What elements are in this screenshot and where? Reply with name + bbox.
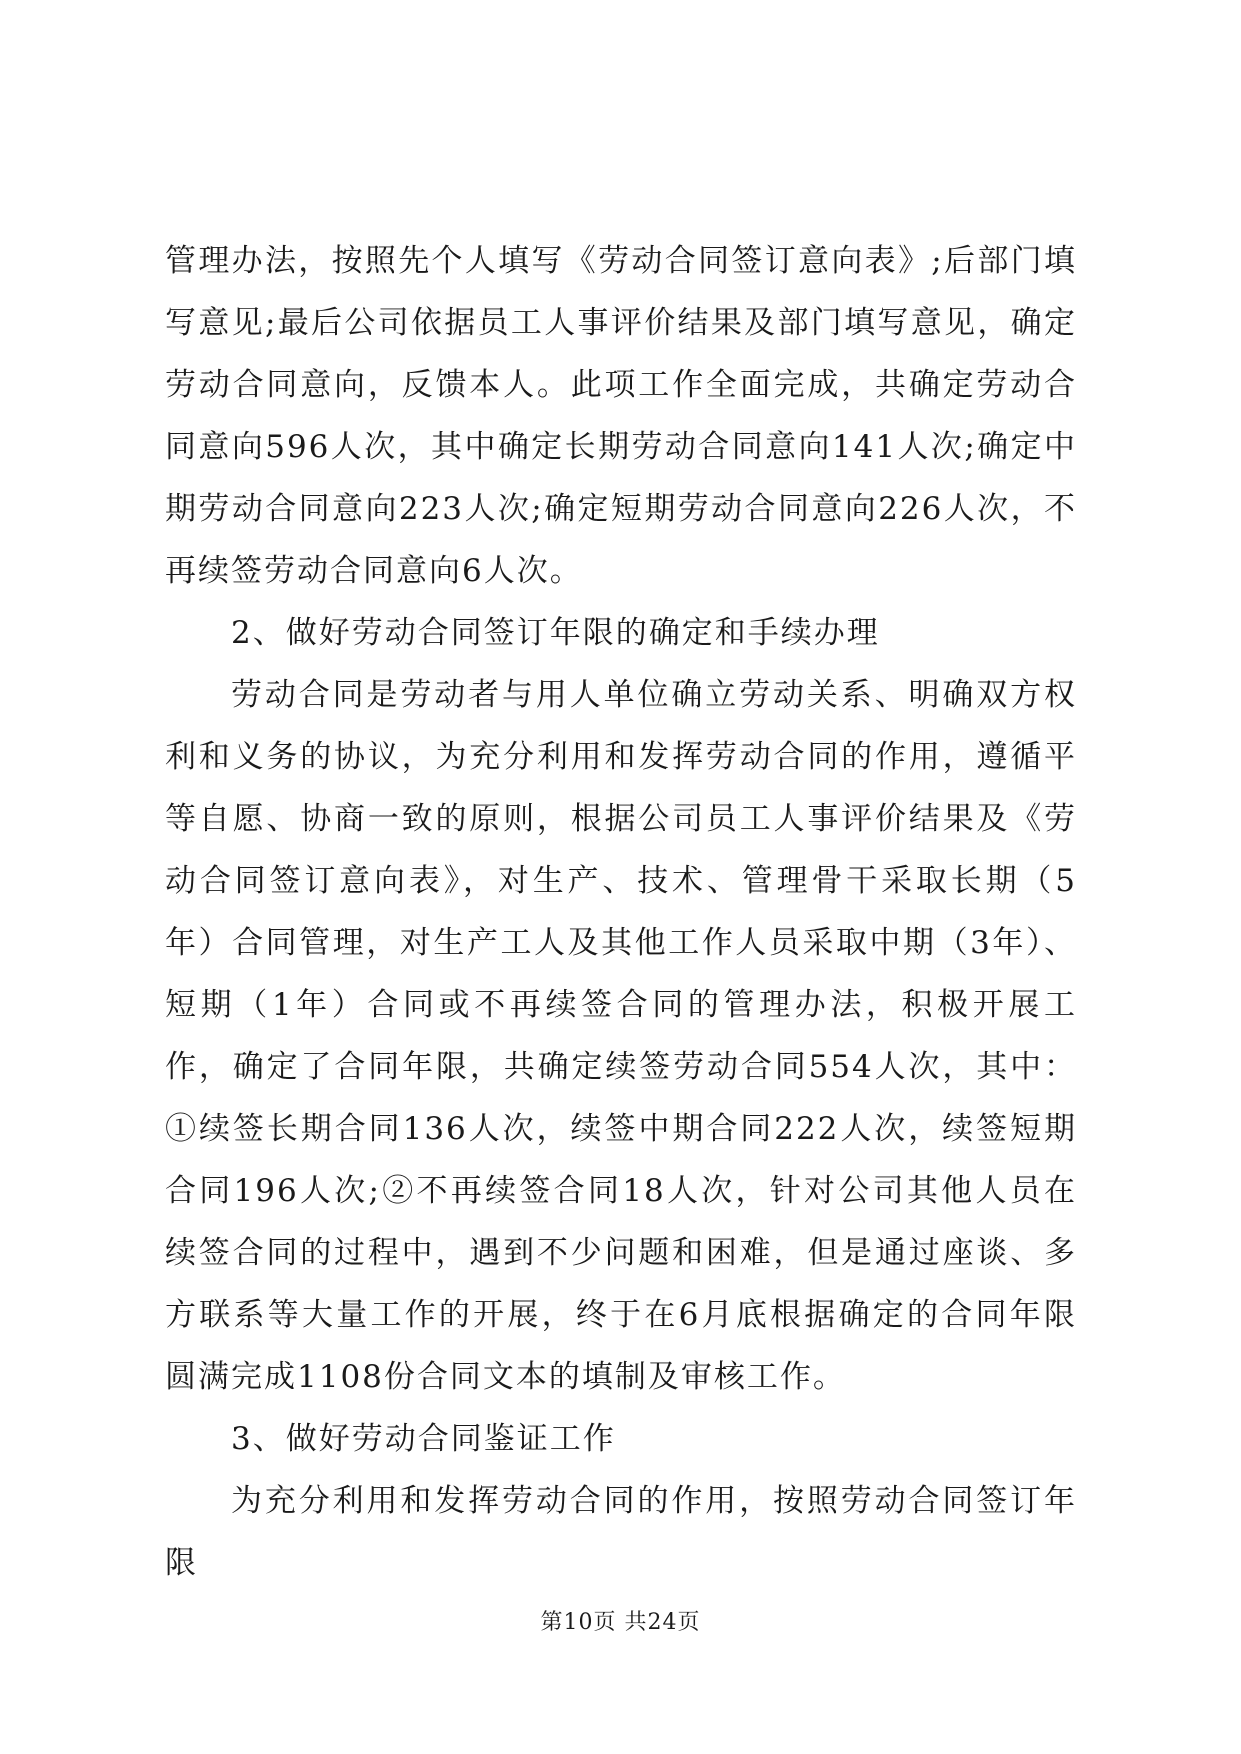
section-heading-contract-verification: 3、做好劳动合同鉴证工作 bbox=[231, 1421, 616, 1457]
paragraph-labor-contract-intent: 管理办法，按照先个人填写《劳动合同签订意向表》;后部门填写意见;最后公司依据员工人事评价结果及部门填写意见，确定劳动合同意向，反馈本人。此项工作全面完成，共确定劳动合同意向596人次，其中确定长期劳动合同意向141人次;确定中期劳动合同意向223人次;确定短期劳动合同意向226人次，不再续签劳动合同意向6人次。 bbox=[165, 243, 1077, 589]
page-number-label: 第10页 共24页 bbox=[540, 1610, 701, 1635]
paragraph-contract-term: 劳动合同是劳动者与用人单位确立劳动关系、明确双方权利和义务的协议，为充分利用和发挥劳动合同的作用，遵循平等自愿、协商一致的原则，根据公司员工人事评价结果及《劳动合同签订意向表》，对生产、技术、管理骨干采取长期（5年）合同管理，对生产工人及其他工作人员采取中期（3年）、短期（1年）合同或不再续签合同的管理办法，积极开展工作，确定了合同年限，共确定续签劳动合同554人次，其中：①续签长期合同136人次，续签中期合同222人次，续签短期合同196人次;②不再续签合同18人次，针对公司其他人员在续签合同的过程中，遇到不少问题和困难，但是通过座谈、多方联系等大量工作的开展，终于在6月底根据确定的合同年限圆满完成1108份合同文本的填制及审核工作。 bbox=[165, 677, 1077, 1395]
page-footer bbox=[0, 1608, 1241, 1638]
document-body bbox=[165, 230, 1077, 1594]
paragraph-contract-verification: 为充分利用和发挥劳动合同的作用，按照劳动合同签订年限 bbox=[165, 1483, 1077, 1581]
section-heading-contract-term: 2、做好劳动合同签订年限的确定和手续办理 bbox=[231, 615, 880, 651]
